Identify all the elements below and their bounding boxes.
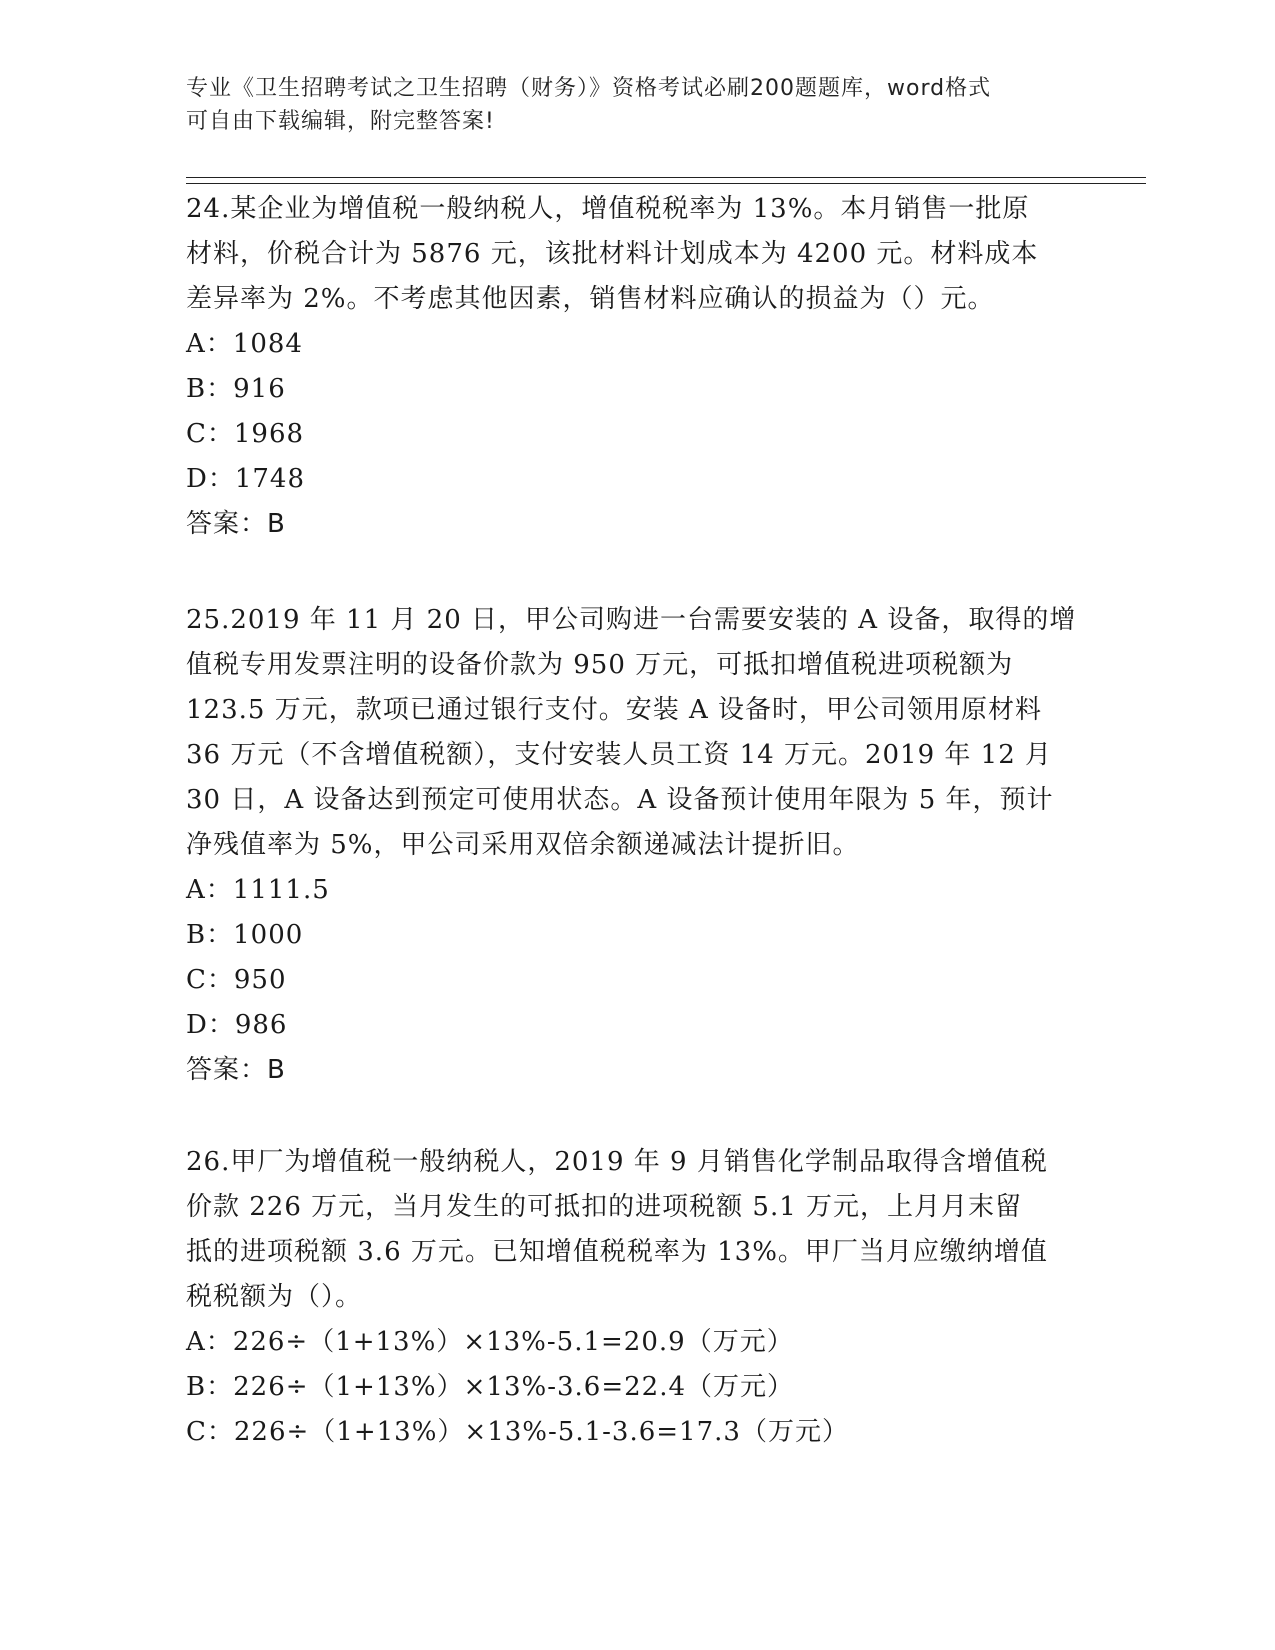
question-stem-line: 24.某企业为增值税一般纳税人，增值税税率为 13%。本月销售一批原 [186, 194, 1030, 224]
option-c: C：226÷（1+13%）×13%-5.1-3.6=17.3（万元） [186, 1417, 849, 1447]
option-b: B：1000 [186, 920, 304, 950]
option-b: B：226÷（1+13%）×13%-3.6=22.4（万元） [186, 1372, 795, 1402]
question-stem-line: 净残值率为 5%，甲公司采用双倍余额递减法计提折旧。 [186, 830, 860, 860]
question-stem-line: 材料，价税合计为 5876 元，该批材料计划成本为 4200 元。材料成本 [186, 239, 1039, 269]
question-stem-line: 价款 226 万元，当月发生的可抵扣的进项税额 5.1 万元，上月月末留 [186, 1192, 1023, 1222]
document-header [186, 72, 1066, 138]
option-b: B：916 [186, 374, 286, 404]
option-a: A：1111.5 [186, 875, 330, 905]
question-stem-line: 36 万元（不含增值税额），支付安装人员工资 14 万元。2019 年 12 月 [186, 740, 1053, 770]
question-stem-line: 25.2019 年 11 月 20 日，甲公司购进一台需要安装的 A 设备，取得的增 [186, 605, 1077, 635]
header-divider-top [186, 177, 1146, 178]
question-26 [186, 1140, 1086, 1455]
question-stem-line: 抵的进项税额 3.6 万元。已知增值税税率为 13%。甲厂当月应缴纳增值 [186, 1237, 1048, 1267]
option-a: A：226÷（1+13%）×13%-5.1=20.9（万元） [186, 1327, 794, 1357]
header-line-2: 可自由下载编辑，附完整答案! [186, 109, 495, 134]
question-stem-line: 值税专用发票注明的设备价款为 950 万元，可抵扣增值税进项税额为 [186, 650, 1014, 680]
option-c: C：950 [186, 965, 287, 995]
question-24 [186, 187, 1086, 547]
header-line-1: 专业《卫生招聘考试之卫生招聘（财务）》资格考试必刷200题题库，word格式 [186, 76, 992, 101]
option-a: A：1084 [186, 329, 303, 359]
header-divider-bottom [186, 183, 1146, 184]
answer-line: 答案：B [186, 509, 286, 539]
question-stem-line: 差异率为 2%。不考虑其他因素，销售材料应确认的损益为（）元。 [186, 284, 995, 314]
question-25 [186, 598, 1086, 1093]
question-stem-line: 26.甲厂为增值税一般纳税人，2019 年 9 月销售化学制品取得含增值税 [186, 1147, 1048, 1177]
question-stem-line: 税税额为（）。 [186, 1282, 363, 1312]
answer-line: 答案：B [186, 1055, 286, 1085]
question-stem-line: 30 日，A 设备达到预定可使用状态。A 设备预计使用年限为 5 年，预计 [186, 785, 1054, 815]
option-c: C：1968 [186, 419, 305, 449]
option-d: D：986 [186, 1010, 288, 1040]
option-d: D：1748 [186, 464, 306, 494]
question-stem-line: 123.5 万元，款项已通过银行支付。安装 A 设备时，甲公司领用原材料 [186, 695, 1043, 725]
